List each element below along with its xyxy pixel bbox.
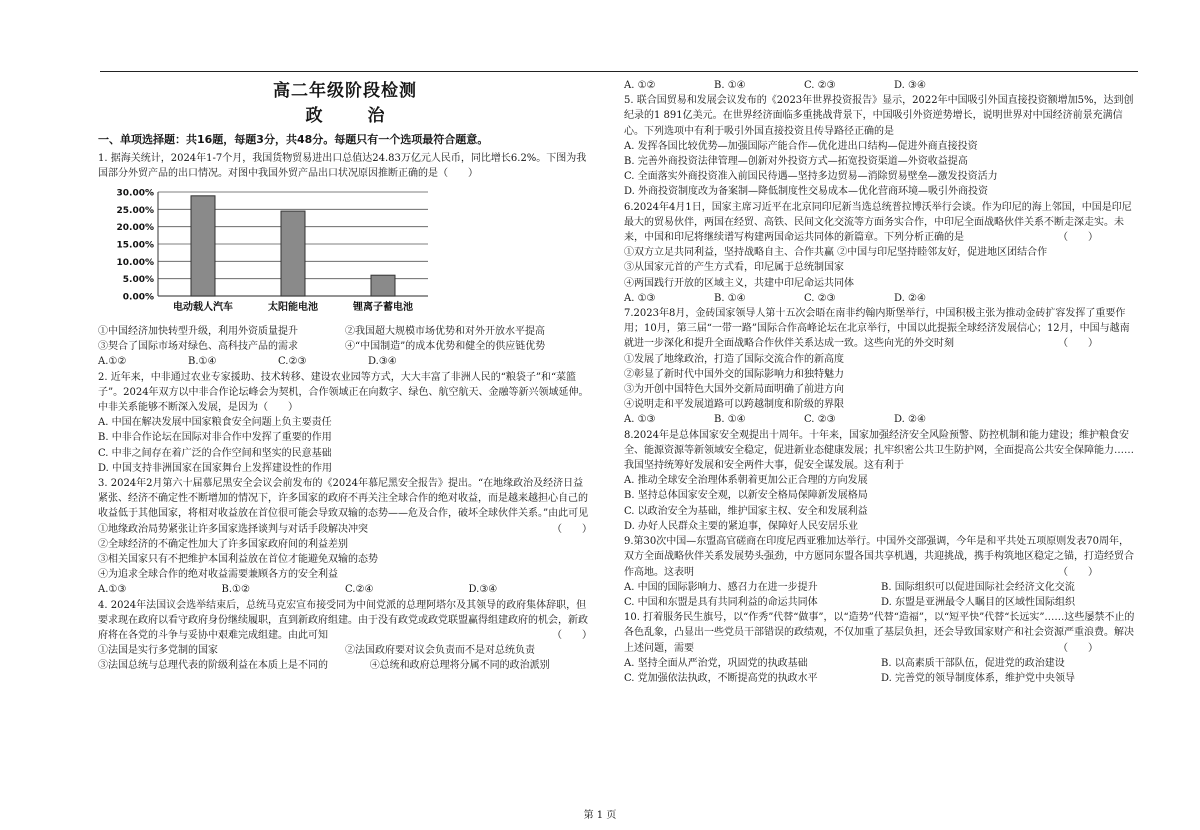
question-5-option-c: C. 全面落实外商投资准入前国民待遇—坚持多边贸易—消除贸易壁垒—激发投资活力: [624, 171, 998, 183]
question-1-choices: [98, 354, 592, 369]
question-6-choice-c: C. ②③: [804, 292, 836, 304]
question-4-answer-paren: （ ）: [552, 630, 592, 642]
question-2-stem: 2. 近年来，中非通过农业专家援助、技术转移、建设农业园等方式，大大丰富了非洲人民的“粮袋子”和“菜篮子”。2024年双方以中非合作论坛峰会为契机，合作领域正在向数字、绿色、航空航天、金融等新兴领域延伸。中非关系能够不断深入发展，是因为（ ）: [98, 371, 589, 414]
question-2-option-d: D. 中国支持非洲国家在国家舞台上发挥建设性的作用: [98, 462, 333, 474]
question-6-option-1: ①双方立足共同利益，坚持战略自主、合作共赢: [624, 247, 834, 259]
question-9-option-d: D. 东盟是亚洲最令人瞩目的区域性国际组织: [881, 596, 1076, 608]
x-tick-label-1: 太阳能电池: [268, 302, 318, 314]
question-4-option-1: ①法国是实行多党制的国家: [98, 645, 218, 657]
question-3-choice-d: D.③④: [468, 584, 498, 596]
question-8-option-d: D. 办好人民群众主要的紧迫事，保障好人民安居乐业: [624, 520, 859, 532]
export-bar-chart: [98, 184, 438, 320]
question-9-options-row-1: [624, 580, 1138, 595]
question-3-stem-text: 3. 2024年2月第六十届慕尼黑安全会议会前发布的《2024年慕尼黑安全报告》提出。“在地缘政治及经济日益紧张、经济不确定性不断增加的情况下，许多国家的政府不再关注全球合作的绝对收益，而是越来越担心自己的收益低于其他国家，将相对收益放在首位很可能会导致双输的态势——危及合作，破坏全球伙伴关系。”由此可见: [98, 478, 589, 520]
question-10-option-a: A. 坚持全面从严治党，巩固党的执政基础: [624, 657, 808, 669]
question-10-options-row-1: [624, 656, 1138, 671]
chart-canvas: [98, 184, 438, 320]
question-3-option-2: ②全球经济的不确定性加大了许多国家政府间的利益差别: [98, 538, 348, 550]
question-3-choices: [98, 582, 592, 597]
question-4-option-2: ②法国政府要对议会负责而不是对总统负责: [345, 645, 535, 657]
exam-title: 高二年级阶段检测: [273, 81, 417, 101]
question-1-options-row-1: [98, 324, 592, 339]
question-1-options-row-2: [98, 339, 592, 354]
question-3-option-3: ③相关国家只有不把维护本国利益放在首位才能避免双输的态势: [98, 554, 378, 566]
question-7-option-3: ③为开创中国特色大国外交新局面明确了前进方向: [624, 384, 844, 396]
question-4-options-row-1: [98, 643, 592, 658]
question-4-option-4: ④总统和政府总理将分属不同的政治派别: [369, 660, 550, 672]
question-3-choice-b: B.①②: [221, 584, 250, 596]
question-4-option-3: ③法国总统与总理代表的阶级利益在本质上是不同的: [98, 660, 328, 672]
y-tick-label-0: 0.00%: [122, 292, 154, 303]
question-1-choice-d: D.③④: [368, 356, 397, 368]
question-9-stem-text: 9.第30次中国—东盟高官磋商在印度尼西亚雅加达举行。中国外交部强调，今年是和平共处五项原则发表70周年，双方全面战略伙伴关系发展势头强劲，中方愿同东盟各国共享机遇，共迎挑战，携手构筑地区稳定之锚，打造经贸合作高地。这表明: [624, 536, 1134, 578]
question-10-option-c: C. 党加强依法执政，不断提高党的执政水平: [624, 672, 818, 684]
question-1-option-3: ③契合了国际市场对绿色、高科技产品的需求: [98, 341, 298, 353]
question-9-option-c: C. 中国和东盟是具有共同利益的命运共同体: [624, 596, 818, 608]
question-6-choice-a: A. ①③: [624, 292, 656, 304]
question-6-stem-text: 6.2024年4月1日，国家主席习近平在北京同印尼新当选总统普拉博沃举行会谈。作为印尼的海上邻国，中国是印尼最大的贸易伙伴，两国在经贸、高铁、民间文化交流等方面务实合作，中印尼全面战略伙伴关系不断走深走实。未来，中国和印尼将继续谱写构建两国命运共同体的新篇章。下列分析正确的是: [624, 201, 1132, 244]
page-number: 第 1 页: [583, 810, 617, 821]
question-10-answer-paren: （ ）: [1058, 642, 1098, 654]
question-5-option-b: B. 完善外商投资法律管理—创新对外投资方式—拓宽投资渠道—外资收益提高: [624, 156, 968, 168]
question-9-option-a: A. 中国的国际影响力、感召力在进一步提升: [624, 581, 818, 593]
question-1-option-4: ④“中国制造”的成本优势和健全的供应链优势: [345, 341, 546, 353]
question-3-choice-c: C.②④: [345, 584, 374, 596]
question-10-stem-text: 10. 打着服务民生旗号，以“作秀”代替“做事”，以“造势”代替“造福”，以“短平快”代替“长远实”……这些屡禁不止的各色乱象，凸显出一些党员干部错误的政绩观，不仅加重了基层负担，还会导致国家财产和社会资源严重浪费。解决上述问题，需要: [624, 612, 1135, 654]
question-7-stem: [624, 306, 1138, 352]
question-7-choice-d: D. ②④: [894, 414, 926, 426]
question-1-choice-c: C.②③: [278, 356, 307, 368]
question-8-option-a: A. 推动全球安全治理体系朝着更加公正合理的方向发展: [624, 475, 868, 487]
question-4-choice-d: D. ③④: [894, 80, 926, 91]
question-6-answer-paren: （ ）: [1058, 232, 1098, 244]
right-column: [624, 78, 1138, 686]
y-tick-label-1: 5.00%: [122, 275, 154, 286]
question-3-answer-paren: （ ）: [552, 523, 592, 535]
question-2-option-b: B. 中非合作论坛在国际对非合作中发挥了重要的作用: [98, 432, 332, 444]
question-8-stem: 8.2024年是总体国家安全观提出十周年。十年来，国家加强经济安全风险预警、防控机制和能力建设；维护粮食安全、能源资源等新领域安全稳定，促进新业态健康发展；扎牢织密公共卫生防护网，全面提高公共安全保障能力……我国坚持统筹好发展和安全两件大事，促安全谋发展。这有利于: [624, 429, 1134, 472]
question-7-option-2: ②彰显了新时代中国外交的国际影响力和独特魅力: [624, 368, 844, 380]
question-1-option-1: ①中国经济加快转型升级，利用外资质量提升: [98, 326, 298, 338]
question-10-stem: [624, 610, 1138, 656]
question-9-options-row-2: [624, 595, 1138, 610]
question-9-answer-paren: （ ）: [1058, 566, 1098, 578]
y-tick-label-5: 25.00%: [116, 205, 154, 216]
bar-1: [281, 211, 305, 296]
question-3-choice-a: A.①③: [98, 584, 127, 596]
question-6-option-3: ③从国家元首的产生方式看，印尼属于总统制国家: [624, 262, 844, 274]
question-6-option-1-2: [624, 245, 1138, 260]
question-6-choices: [624, 291, 1138, 306]
subject-title: 政 治: [305, 106, 399, 127]
question-1-choice-a: A.①②: [98, 356, 127, 368]
question-6-option-4: ④两国践行开放的区域主义，共建中印尼命运共同体: [624, 277, 854, 289]
question-3-option-4: ④为追求全球合作的绝对收益需要兼顾各方的安全利益: [98, 569, 338, 581]
question-7-option-4: ④说明走和平发展道路可以跨越制度和阶级的界限: [624, 399, 844, 411]
question-8-option-b: B. 坚持总体国家安全观，以新安全格局保障新发展格局: [624, 490, 868, 502]
question-10-options-row-2: [624, 671, 1138, 686]
question-4-stem: [98, 598, 592, 644]
question-4-options-row-2: [98, 658, 592, 673]
question-1-stem: 1. 据海关统计，2024年1-7个月，我国货物贸易进出口总值达24.83万亿元人民币，同比增长6.2%。下图为我国部分外贸产品的出口情况。对图中我国外贸产品出口状况原因推断正确的是（ ）: [98, 152, 587, 179]
bar-0: [191, 196, 215, 296]
question-5-option-d: D. 外商投资制度改为备案制—降低制度性交易成本—优化营商环境—吸引外商投资: [624, 186, 989, 198]
x-tick-label-0: 电动载人汽车: [173, 302, 233, 314]
question-10-option-b: B. 以高素质干部队伍，促进党的政治建设: [881, 657, 1065, 669]
question-6-choice-d: D. ②④: [894, 292, 926, 304]
question-4-choice-b: B. ①④: [714, 80, 746, 91]
question-9-stem: [624, 534, 1138, 580]
question-2-option-a: A. 中国在解决发展中国家粮食安全问题上负主要责任: [98, 417, 332, 429]
question-7-choice-a: A. ①③: [624, 414, 656, 426]
y-tick-label-4: 20.00%: [116, 223, 154, 234]
question-6-stem: [624, 200, 1138, 246]
question-5-option-a: A. 发挥各国比较优势—加强国际产能合作—优化进出口结构—促进外商直接投资: [624, 140, 978, 152]
question-6-option-2: ②中国与印尼坚持睦邻友好，促进地区团结合作: [837, 247, 1048, 259]
section-heading: 一、单项选择题：共16题，每题3分，共48分。每题只有一个选项最符合题意。: [98, 133, 489, 147]
question-10-option-d: D. 完善党的领导制度体系，维护党中央领导: [881, 672, 1076, 684]
question-7-choices: [624, 412, 1138, 427]
y-tick-label-2: 10.00%: [116, 257, 154, 268]
question-1-option-2: ②我国超大规模市场优势和对外开放水平提高: [345, 326, 545, 338]
question-8-option-c: C. 以政治安全为基础，维护国家主权、安全和发展利益: [624, 505, 868, 517]
question-7-option-1: ①发展了地缘政治，打造了国际交流合作的新高度: [624, 353, 844, 365]
question-7-choice-b: B. ①④: [714, 414, 746, 426]
question-6-choice-b: B. ①④: [714, 292, 746, 304]
question-4-choice-c: C. ②③: [804, 80, 836, 91]
x-tick-label-2: 锂离子蓄电池: [353, 302, 413, 314]
y-tick-label-3: 15.00%: [116, 240, 154, 251]
question-4-choice-a: A. ①②: [624, 80, 656, 91]
question-9-option-b: B. 国际组织可以促进国际社会经济文化交流: [881, 581, 1075, 593]
question-7-stem-text: 7.2023年8月，金砖国家领导人第十五次会晤在南非约翰内斯堡举行，中国积极主张为推动金砖扩容发挥了重要作用；10月，第三届“一带一路”国际合作高峰论坛在北京举行，中国以此提振全球经济发展信心；12月，中国与越南就进一步深化和提升全面战略合作伙伴关系达成一致。这些向光的外交时刻: [624, 308, 1130, 350]
question-1-choice-b: B.①④: [188, 356, 217, 368]
question-2-option-c: C. 中非之间存在着广泛的合作空间和坚实的民意基础: [98, 447, 332, 459]
question-3-option-1: ①地缘政治局势紧张让许多国家选择谈判与对话手段解决冲突: [98, 523, 368, 535]
left-column: [98, 78, 592, 674]
header-rule: [100, 71, 1138, 72]
question-4-choices: [624, 78, 1138, 93]
question-7-choice-c: C. ②③: [804, 414, 836, 426]
y-tick-label-6: 30.00%: [116, 188, 154, 199]
question-4-stem-text: 4. 2024年法国议会选举结束后，总统马克宏宣布接受同为中间党派的总理阿塔尔及其领导的政府集体辞职，但要求现在政府以看守政府身份继续履职，直到新政府组建。由于没有政党或政党联盟赢得组建政府的机会，新政府将在各党的斗争与妥协中艰难完成组建。由此可知: [98, 599, 588, 642]
bar-2: [371, 275, 395, 296]
question-5-stem: 5. 联合国贸易和发展会议发布的《2023年世界投资报告》显示，2022年中国吸引外国直接投资额增加5%，达到创纪录的1 891亿美元。在世界经济面临多重挑战背景下，中国吸引外资逆势增长，说明世界对中国经济前景充满信心。下列选项中有利于吸引外国直接投资且传导路径正确的是: [624, 95, 1134, 137]
question-7-answer-paren: （ ）: [1058, 338, 1098, 350]
